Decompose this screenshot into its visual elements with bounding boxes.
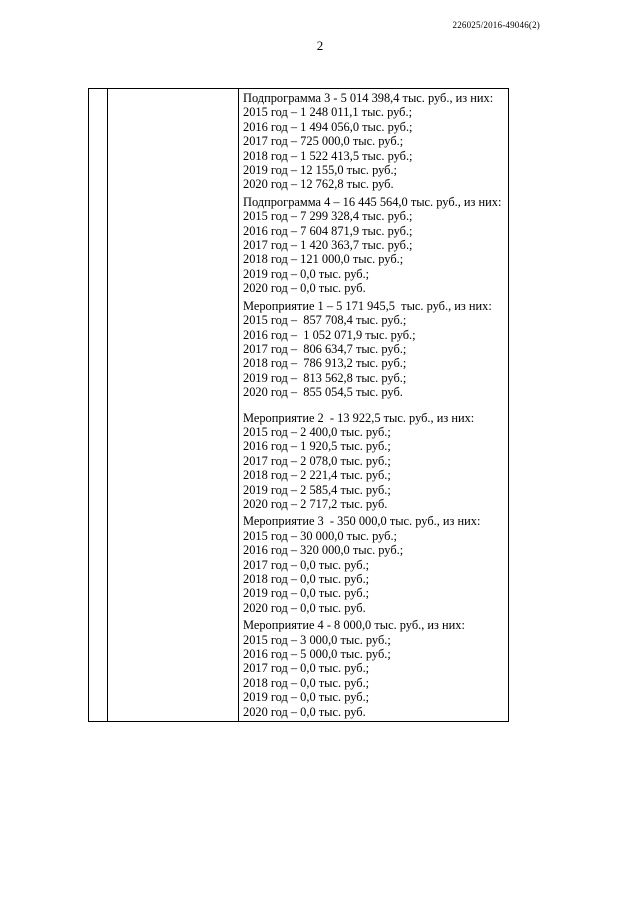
funding-year-line: 2016 год – 7 604 871,9 тыс. руб.;: [243, 223, 413, 238]
page-number: 2: [316, 38, 324, 53]
funding-year-line: 2019 год – 0,0 тыс. руб.;: [243, 266, 370, 281]
funding-year-line: 2015 год – 857 708,4 тыс. руб.;: [243, 313, 407, 328]
funding-year-line: 2019 год – 813 562,8 тыс. руб.;: [243, 370, 407, 385]
funding-year-line: 2015 год – 3 000,0 тыс. руб.;: [243, 632, 391, 647]
funding-block-title: Мероприятие 2 - 13 922,5 тыс. руб., из них:: [243, 410, 475, 425]
funding-block-subprogram-4: [243, 195, 506, 296]
funding-year-line: 2018 год – 786 913,2 тыс. руб.;: [243, 356, 407, 371]
funding-block-measure-2: [243, 411, 506, 512]
funding-year-line: 2017 год – 0,0 тыс. руб.;: [243, 557, 370, 572]
funding-year-line: 2019 год – 2 585,4 тыс. руб.;: [243, 482, 391, 497]
funding-year-line: 2018 год – 0,0 тыс. руб.;: [243, 675, 370, 690]
funding-year-line: 2018 год – 2 221,4 тыс. руб.;: [243, 468, 391, 483]
funding-year-line: 2015 год – 30 000,0 тыс. руб.;: [243, 528, 397, 543]
funding-year-line: 2016 год – 1 920,5 тыс. руб.;: [243, 439, 391, 454]
funding-year-line: 2016 год – 1 494 056,0 тыс. руб.;: [243, 119, 413, 134]
funding-cell: [243, 91, 506, 719]
funding-year-line: 2016 год – 320 000,0 тыс. руб.;: [243, 543, 404, 558]
funding-block-measure-4: [243, 618, 506, 719]
funding-block-subprogram-3: [243, 91, 506, 192]
funding-block-title: Мероприятие 4 - 8 000,0 тыс. руб., из них:: [243, 618, 465, 633]
funding-year-line: 2018 год – 1 522 413,5 тыс. руб.;: [243, 148, 413, 163]
funding-year-line: 2017 год – 725 000,0 тыс. руб.;: [243, 134, 404, 149]
funding-year-line: 2015 год – 7 299 328,4 тыс. руб.;: [243, 209, 413, 224]
table-column-divider: [238, 89, 239, 721]
funding-year-line: 2019 год – 0,0 тыс. руб.;: [243, 690, 370, 705]
funding-block-title: Подпрограмма 3 - 5 014 398,4 тыс. руб., из них:: [243, 91, 494, 105]
funding-block-title: Подпрограмма 4 – 16 445 564,0 тыс. руб., из них:: [243, 194, 502, 209]
funding-year-line: 2019 год – 12 155,0 тыс. руб.;: [243, 163, 397, 178]
funding-year-line: 2018 год – 121 000,0 тыс. руб.;: [243, 252, 404, 267]
funding-year-line: 2020 год – 0,0 тыс. руб.: [243, 704, 366, 719]
funding-year-line: 2017 год – 806 634,7 тыс. руб.;: [243, 341, 407, 356]
funding-year-line: 2020 год – 855 054,5 тыс. руб.: [243, 385, 403, 400]
funding-block-measure-1: [243, 299, 506, 400]
document-id: 226025/2016-49046(2): [452, 20, 540, 30]
funding-block-measure-3: [243, 514, 506, 615]
funding-block-title: Мероприятие 1 – 5 171 945,5 тыс. руб., из них:: [243, 298, 492, 313]
table-column-divider: [107, 89, 108, 721]
funding-year-line: 2020 год – 12 762,8 тыс. руб.: [243, 177, 394, 192]
funding-block-title: Мероприятие 3 - 350 000,0 тыс. руб., из них:: [243, 514, 481, 529]
funding-year-line: 2020 год – 0,0 тыс. руб.: [243, 281, 366, 296]
funding-year-line: 2018 год – 0,0 тыс. руб.;: [243, 572, 370, 586]
funding-table: [88, 88, 509, 722]
funding-year-line: 2017 год – 1 420 363,7 тыс. руб.;: [243, 238, 413, 253]
funding-year-line: 2015 год – 2 400,0 тыс. руб.;: [243, 424, 391, 439]
funding-year-line: 2017 год – 2 078,0 тыс. руб.;: [243, 453, 391, 468]
funding-year-line: 2020 год – 0,0 тыс. руб.: [243, 600, 366, 615]
funding-year-line: 2016 год – 5 000,0 тыс. руб.;: [243, 647, 391, 662]
funding-year-line: 2019 год – 0,0 тыс. руб.;: [243, 586, 370, 601]
funding-year-line: 2020 год – 2 717,2 тыс. руб.: [243, 496, 388, 511]
funding-year-line: 2017 год – 0,0 тыс. руб.;: [243, 661, 370, 676]
funding-year-line: 2016 год – 1 052 071,9 тыс. руб.;: [243, 327, 416, 342]
funding-year-line: 2015 год – 1 248 011,1 тыс. руб.;: [243, 105, 413, 120]
